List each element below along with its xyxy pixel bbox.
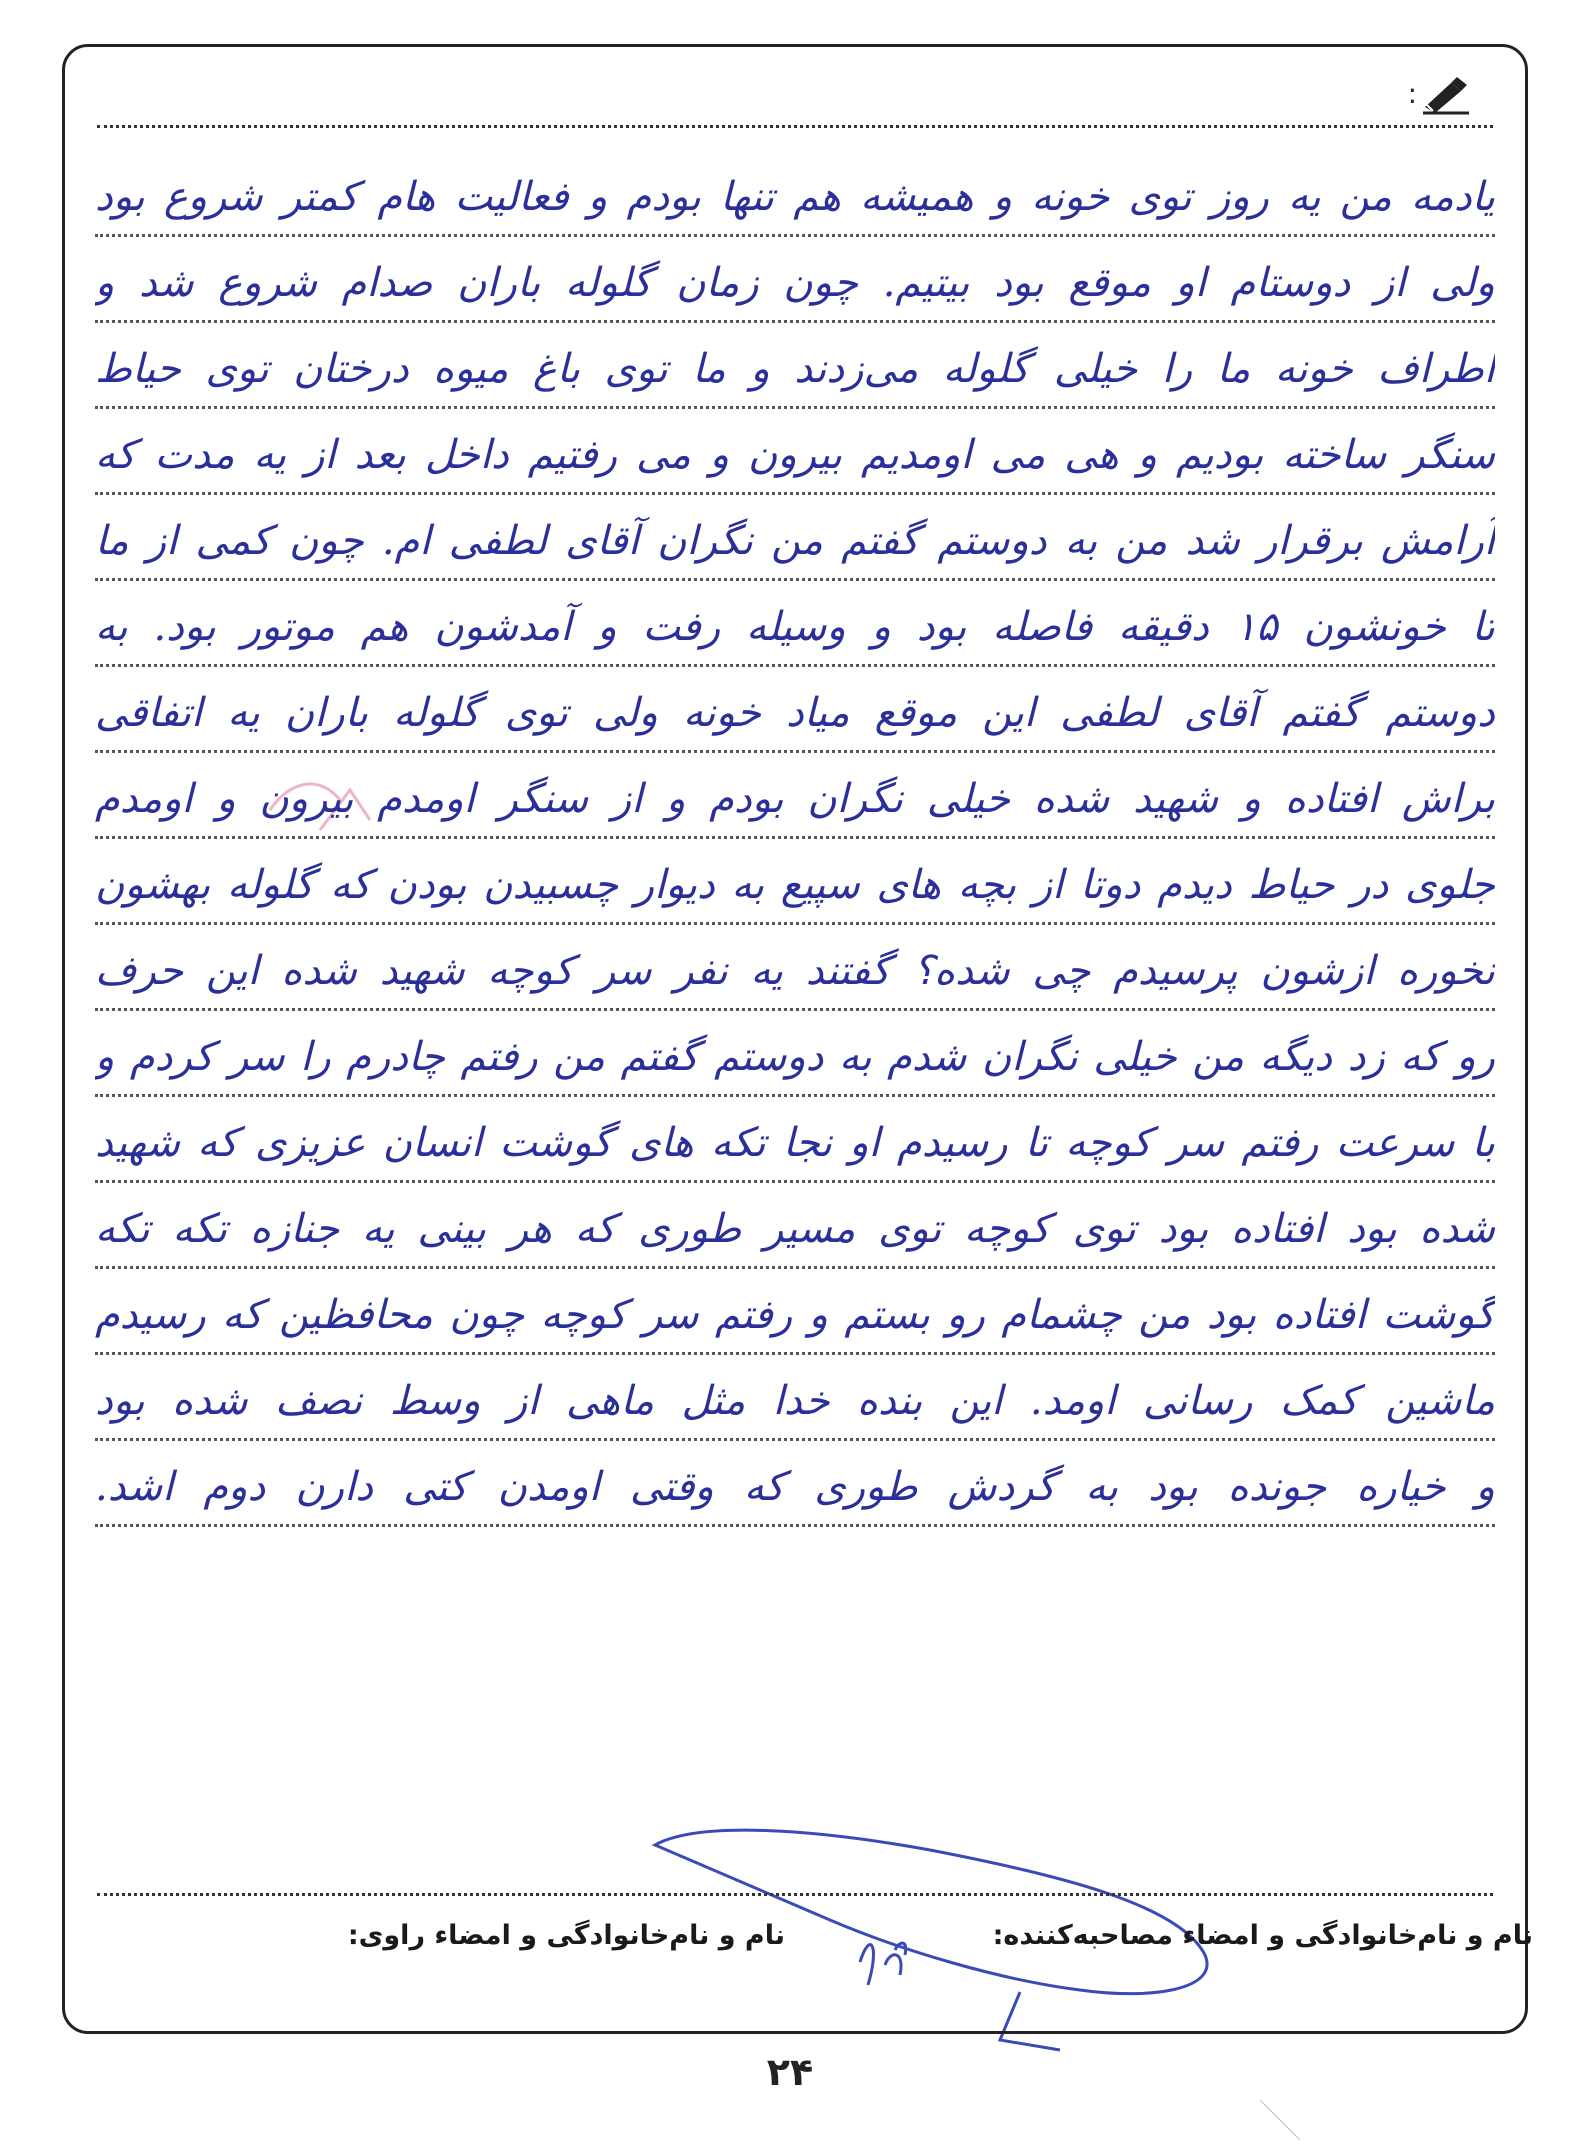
footer-dotted-line — [97, 1893, 1493, 1896]
narrator-signature-label: نام و نام‌خانوادگی و امضاء راوی: — [347, 1920, 785, 1951]
page-number: ۲۴ — [766, 2050, 814, 2094]
handwritten-line: اطراف خونه ما را خیلی گلوله می‌زدند و ما توی باغ میوه درختان توی حیاط — [95, 329, 1495, 415]
handwritten-line: با سرعت رفتم سر کوچه تا رسیدم او نجا تکه های گوشت انسان عزیزی که شهید — [95, 1103, 1495, 1189]
handwritten-line: شده بود افتاده بود توی کوچه توی مسیر طوری که هر بینی یه جنازه تکه تکه — [95, 1189, 1495, 1275]
pen-writing-icon — [1421, 75, 1473, 115]
handwritten-line: آرامش برقرار شد من به دوستم گفتم من نگران آقای لطفی ام. چون کمی از ما — [95, 501, 1495, 587]
handwritten-line: گوشت افتاده بود من چشمام رو بستم و رفتم سر کوچه چون محافظین که رسیدم — [95, 1275, 1495, 1361]
page-frame — [62, 44, 1528, 2034]
handwritten-line: جلوی در حیاط دیدم دوتا از بچه های سپیع به دیوار چسبیدن بودن که گلوله بهشون — [95, 845, 1495, 931]
handwritten-line: ولی از دوستام او موقع بود بیتیم. چون زمان گلوله باران صدام شروع شد و — [95, 243, 1495, 329]
handwritten-line: نخوره ازشون پرسیدم چی شده؟ گفتند یه نفر سر کوچه شهید شده این حرف — [95, 931, 1495, 1017]
handwritten-line: براش افتاده و شهید شده خیلی نگران بودم و از سنگر اومدم بیرون و اومدم — [95, 759, 1495, 845]
handwritten-line: تا خونشون ۱۵ دقیقه فاصله بود و وسیله رفت و آمدشون هم موتور بود. به — [95, 587, 1495, 673]
header-dotted-line — [97, 125, 1493, 128]
signature-row — [30, 1906, 1555, 1966]
handwritten-line: ماشین کمک رسانی اومد. این بنده خدا مثل ماهی از وسط نصف شده بود — [95, 1361, 1495, 1447]
handwritten-line: دوستم گفتم آقای لطفی این موقع میاد خونه ولی توی گلوله باران یه اتفاقی — [95, 673, 1495, 759]
header-colon: : — [1407, 77, 1417, 110]
interviewer-signature-label: نام و نام‌خانوادگی و امضاء مصاحبه‌کننده: — [992, 1920, 1533, 1951]
handwritten-line: و خیاره جونده بود به گردش طوری که وقتی اومدن کتی دارن دوم اشد. — [95, 1447, 1495, 1533]
handwritten-line: سنگر ساخته بودیم و هی می اومدیم بیرون و می رفتیم داخل بعد از یه مدت که — [95, 415, 1495, 501]
handwritten-line: یادمه من یه روز توی خونه و همیشه هم تنها بودم و فعالیت هام کمتر شروع بود — [95, 157, 1495, 243]
handwritten-line: رو که زد دیگه من خیلی نگران شدم به دوستم گفتم من رفتم چادرم را سر کردم و — [95, 1017, 1495, 1103]
